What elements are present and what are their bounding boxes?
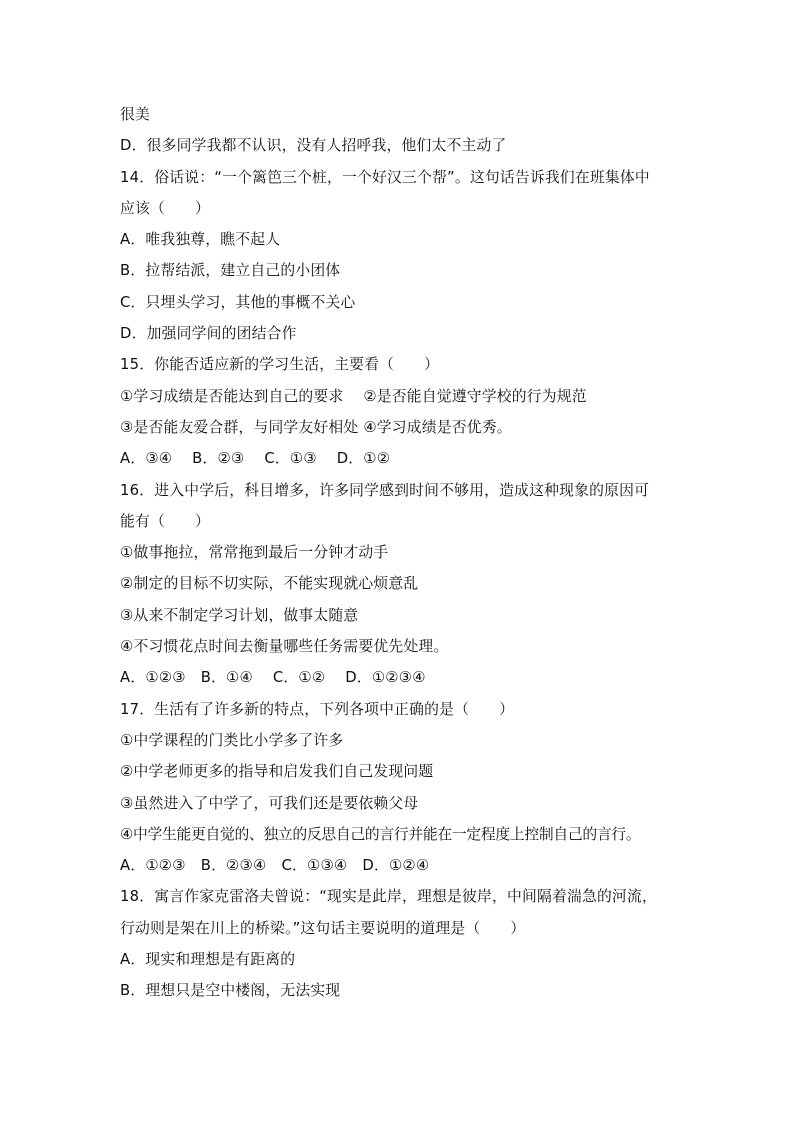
- question-16: 16．进入中学后，科目增多，许多同学感到时间不够用，造成这种现象的原因可: [120, 481, 650, 499]
- text-line: 很美: [120, 106, 150, 123]
- statement-line: ④不习惯花点时间去衡量哪些任务需要优先处理。: [120, 638, 449, 656]
- answer-option: D．加强同学间的团结合作: [120, 325, 297, 343]
- statement-line: ③是否能友爱合群，与同学友好相处 ④学习成绩是否优秀。: [120, 418, 512, 436]
- answer-option: D．很多同学我都不认识，没有人招呼我，他们太不主动了: [120, 137, 507, 155]
- statement-line: ①做事拖拉，常常拖到最后一分钟才动手: [120, 544, 389, 562]
- document-content: [120, 99, 690, 1007]
- question-16-continued: 能有（ ）: [120, 512, 210, 530]
- question-14-continued: 应该（ ）: [120, 199, 210, 217]
- question-14: 14．俗话说：“一个篱笆三个桩，一个好汉三个帮”。这句话告诉我们在班集体中: [120, 168, 650, 186]
- question-18-continued: 行动则是架在川上的桥梁。”这句话主要说明的道理是（ ）: [120, 919, 526, 937]
- answer-option: C．只埋头学习，其他的事概不关心: [120, 293, 356, 311]
- statement-line: ③虽然进入了中学了，可我们还是要依赖父母: [120, 794, 419, 812]
- answer-option: A．现实和理想是有距离的: [120, 951, 296, 969]
- statement-line: ②中学老师更多的指导和启发我们自己发现问题: [120, 763, 434, 781]
- statement-line: ③从来不制定学习计划，做事太随意: [120, 606, 359, 624]
- answer-options-row: A．①②③ B．①④ C．①② D．①②③④: [120, 669, 426, 687]
- answer-option: A．唯我独尊，瞧不起人: [120, 231, 281, 249]
- statement-line: ②制定的目标不切实际，不能实现就心烦意乱: [120, 575, 419, 593]
- statement-line: ④中学生能更自觉的、独立的反思自己的言行并能在一定程度上控制自己的言行。: [120, 825, 641, 843]
- question-18: 18．寓言作家克雷洛夫曾说：“现实是此岸，理想是彼岸，中间隔着湍急的河流，: [120, 888, 657, 906]
- question-17: 17．生活有了许多新的特点，下列各项中正确的是（ ）: [120, 700, 515, 718]
- answer-option: B．拉帮结派，建立自己的小团体: [120, 262, 341, 280]
- question-15: 15．你能否适应新的学习生活，主要看（ ）: [120, 356, 440, 374]
- answer-option: B．理想只是空中楼阁，无法实现: [120, 982, 341, 1000]
- statement-line: ①学习成绩是否能达到自己的要求 ②是否能自觉遵守学校的行为规范: [120, 387, 587, 405]
- statement-line: ①中学课程的门类比小学多了许多: [120, 731, 344, 749]
- answer-options-row: A．①②③ B．②③④ C．①③④ D．①②④: [120, 857, 430, 875]
- answer-options-row: A．③④ B．②③ C．①③ D．①②: [120, 450, 391, 468]
